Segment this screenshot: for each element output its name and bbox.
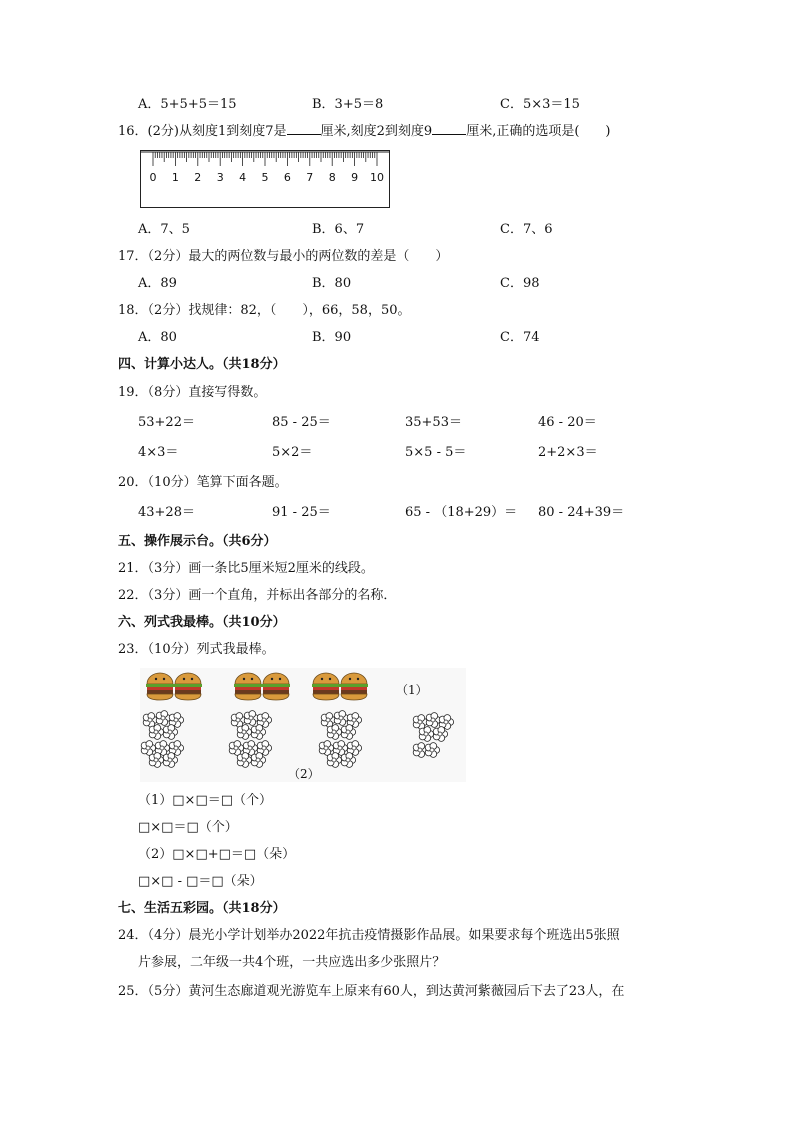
ruler-label: 6 [283,171,291,184]
q17-question: 17．（2分）最大的两位数与最小的两位数的差是（ ） [118,249,449,264]
q19-item: 2+2×3＝ [538,445,598,460]
q15-option-a: A．5+5+5＝15 [138,97,237,112]
q19-item: 5×2＝ [272,445,313,460]
burger-icon [146,673,174,700]
q18-question: 18．（2分）找规律：82，（ ），66，58，50。 [118,303,411,318]
section-4-heading: 四、计算小达人。（共18分） [118,357,286,372]
q23-line-4: □×□ - □＝□（朵） [138,874,263,889]
q17-option-b: B．80 [312,276,352,291]
ruler-label: 7 [306,171,314,184]
q16-option-b: B．6、7 [312,222,365,237]
picture-label-1: （1） [396,683,428,697]
ruler-image [140,150,390,208]
q20-item: 65 - （18+29）＝ [405,505,518,520]
q20-item: 91 - 25＝ [272,505,331,520]
section-6-heading: 六、列式我最棒。（共10分） [118,615,286,630]
q15-option-b: B．3+5＝8 [312,97,384,112]
ruler-graphic [141,151,389,207]
q18-option-b: B．90 [312,330,352,345]
q19-item: 5×5 - 5＝ [405,445,467,460]
ruler-label: 5 [261,171,269,184]
q17-option-a: A．89 [138,276,177,291]
q16-blank-2 [432,123,466,135]
q22-question: 22．（3分）画一个直角，并标出各部分的名称． [118,588,397,603]
q18-option-a: A．80 [138,330,177,345]
q19-item: 35+53＝ [405,415,462,430]
picture-label-2: （2） [288,767,320,781]
q19-item: 4×3＝ [138,445,179,460]
q16-prefix: 16．(2分)从刻度1到刻度7是 [118,124,287,139]
q24-line-2: 片参展，二年级一共4个班，一共应选出多少张照片？ [138,955,446,970]
q21-question: 21．（3分）画一条比5厘米短2厘米的线段。 [118,561,374,576]
burger-icon [234,673,262,700]
q18-option-c: C．74 [500,330,540,345]
q16-option-c: C．7、6 [500,222,553,237]
q25-line-1: 25．（5分）黄河生态廊道观光游览车上原来有60人，到达黄河紫薇园后下去了23人，在 [118,984,625,999]
section-5-heading: 五、操作展示台。（共6分） [118,534,277,549]
q17-option-c: C．98 [500,276,540,291]
q16-suffix: 厘米,正确的选项是( ) [466,124,611,139]
q23-line-2: □×□＝□（个） [138,820,238,835]
q20-question: 20．（10分）笔算下面各题。 [118,475,288,490]
q16-blank-1 [287,123,321,135]
q19-item: 53+22＝ [138,415,195,430]
q19-item: 46 - 20＝ [538,415,597,430]
q19-question: 19．（8分）直接写得数。 [118,385,267,400]
q20-item: 80 - 24+39＝ [538,505,625,520]
burger-icon [174,673,202,700]
burger-icon [340,673,368,700]
ruler-label: 0 [149,171,157,184]
q16-option-a: A．7、5 [138,222,190,237]
ruler-label: 2 [194,171,202,184]
q24-line-1: 24．（4分）晨光小学计划举办2022年抗击疫情摄影作品展。如果要求每个班选出5张照 [118,928,620,943]
ruler-label: 1 [171,171,179,184]
burger-icon [312,673,340,700]
q20-item: 43+28＝ [138,505,195,520]
q19-item: 85 - 25＝ [272,415,331,430]
ruler-label: 8 [328,171,336,184]
ruler-label: 9 [351,171,359,184]
ruler-label: 3 [216,171,224,184]
burger-icon [262,673,290,700]
ruler-label: 4 [239,171,247,184]
q16-question [118,123,610,140]
section-7-heading: 七、生活五彩园。（共18分） [118,901,286,916]
q23-line-1: （1）□×□＝□（个） [138,793,273,808]
q15-option-c: C．5×3＝15 [500,97,580,112]
q23-picture [140,668,466,782]
ruler-label: 10 [370,171,384,184]
q16-mid: 厘米,刻度2到刻度9 [320,124,433,139]
q23-line-3: （2）□×□+□＝□（朵） [138,847,296,862]
q23-question: 23．（10分）列式我最棒。 [118,642,275,657]
